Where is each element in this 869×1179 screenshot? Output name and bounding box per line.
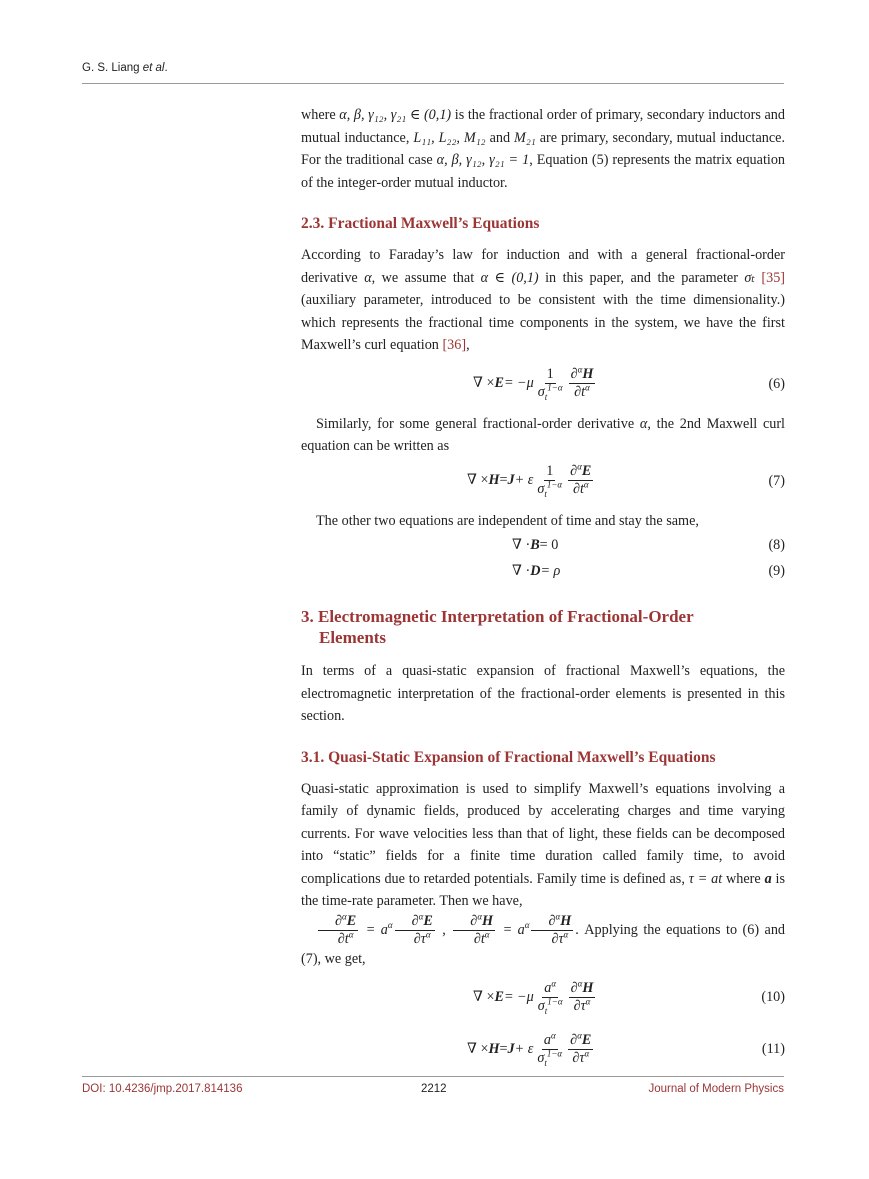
footer-journal-link[interactable]: Journal of Modern Physics xyxy=(648,1083,784,1095)
paragraph-quasi-static: Quasi-static approximation is used to simplify Maxwell’s equations involving a family of dynamic fields, produced by accelerating charges and time varying currents. For wave velocities less than that of light, these fields can be decomposed into “static” fields for a finite time duration called family time, to avoid complications due to retarded potentials. Family time is defined as, τ = at where a is the time-rate parameter. Then we have, xyxy=(301,780,786,909)
main-content xyxy=(301,104,785,1072)
paragraph-inline-equation: $\frac{\partial^\alpha E}{\partial t^\alpha}$ = $a^\alpha$ $\frac{\partial^\alpha E}{\partial\tau^\alpha}$ , $\frac{\partial^\alpha H}{\partial t^\alpha}$ = $a^\alpha$ $\frac{\partial^\alpha H}{\partial\tau^\alpha}$ . Applying the equations to (6) and (7), we get, xyxy=(301,910,786,967)
equation-number-10: (10) xyxy=(761,988,785,1005)
paragraph-order-definitions: where α, β, γ₁₂, γ₂₁ ∈ (0,1) is the fractional order of primary, secondary inductors and mutual inductance, L₁₁, L₂₂, M₁₂ and M₂₁ are primary, secondary, mutual inductance. For the traditional case α, β, γ₁₂, γ₂₁ = 1, Equation (5) represents the matrix equation of the integer-order mutual inductor. xyxy=(301,107,786,191)
header-rule xyxy=(82,83,784,84)
section-heading-3: 3. Electromagnetic Interpretation of Fractional-Order Elements xyxy=(301,607,694,647)
equation-7: ∇ × H = J + ε $\frac{1}{\sigma_t^{1-\alpha}}$ $\frac{\partial^\alpha E}{\partial t^\alpha}$ (7) xyxy=(467,461,785,499)
citation-35[interactable]: [35] xyxy=(761,269,786,286)
running-head-author: G. S. Liang xyxy=(82,62,143,74)
equation-number-11: (11) xyxy=(761,1040,785,1057)
footer-doi-link[interactable]: DOI: 10.4236/jmp.2017.814136 xyxy=(82,1083,243,1095)
running-head xyxy=(82,62,168,74)
paragraph-second-curl: Similarly, for some general fractional-order derivative α, the 2nd Maxwell curl equation can be written as xyxy=(301,415,786,454)
equation-8: ∇ · B = 0 (8) xyxy=(301,532,785,558)
section-heading-2-3: 2.3. Fractional Maxwell’s Equations xyxy=(301,215,540,232)
equation-number-9: (9) xyxy=(768,562,785,579)
page-number: 2212 xyxy=(421,1083,447,1095)
citation-36[interactable]: [36] xyxy=(442,337,467,353)
equation-number-7: (7) xyxy=(768,472,785,489)
section-heading-3-1: 3.1. Quasi-Static Expansion of Fractional Maxwell’s Equations xyxy=(301,748,716,766)
equation-number-8: (8) xyxy=(768,536,785,553)
equation-9: ∇ · D = ρ (9) xyxy=(301,558,785,584)
paragraph-section-3-intro: In terms of a quasi-static expansion of fractional Maxwell’s equations, the electromagnetic interpretation of the fractional-order elements is presented in this section. xyxy=(301,663,785,724)
running-head-dot: . xyxy=(164,62,168,74)
equation-11: ∇ × H = J + ε $\frac{a^\alpha}{\sigma_t^{1-\alpha}}$ $\frac{\partial^\alpha E}{\partial\tau^\alpha}$ (11) xyxy=(467,1029,785,1068)
footer-rule xyxy=(82,1076,784,1077)
paragraph-other-equations: The other two equations are independent of time and stay the same, xyxy=(316,512,699,529)
equation-number-6: (6) xyxy=(768,375,785,392)
running-head-etal: et al xyxy=(142,62,165,74)
paragraph-faraday: According to Faraday’s law for induction and with a general fractional-order derivative α, we assume that α ∈ (0,1) in this paper, and the parameter σₜ [35] (auxiliary parameter, introduced to be consistent with the time dimensionality.) which represents the fractional time components in the system, we have the first Maxwell’s curl equation [36], xyxy=(301,247,786,353)
equation-10: ∇ × E = −μ $\frac{a^\alpha}{\sigma_t^{1-\alpha}}$ $\frac{\partial^\alpha H}{\partial\tau^\alpha}$ (10) xyxy=(473,977,785,1016)
equation-6: ∇ × E = −μ $\frac{1}{\sigma_t^{1-\alpha}}$ $\frac{\partial^\alpha H}{\partial t^\alpha}$ (6) xyxy=(473,364,785,402)
